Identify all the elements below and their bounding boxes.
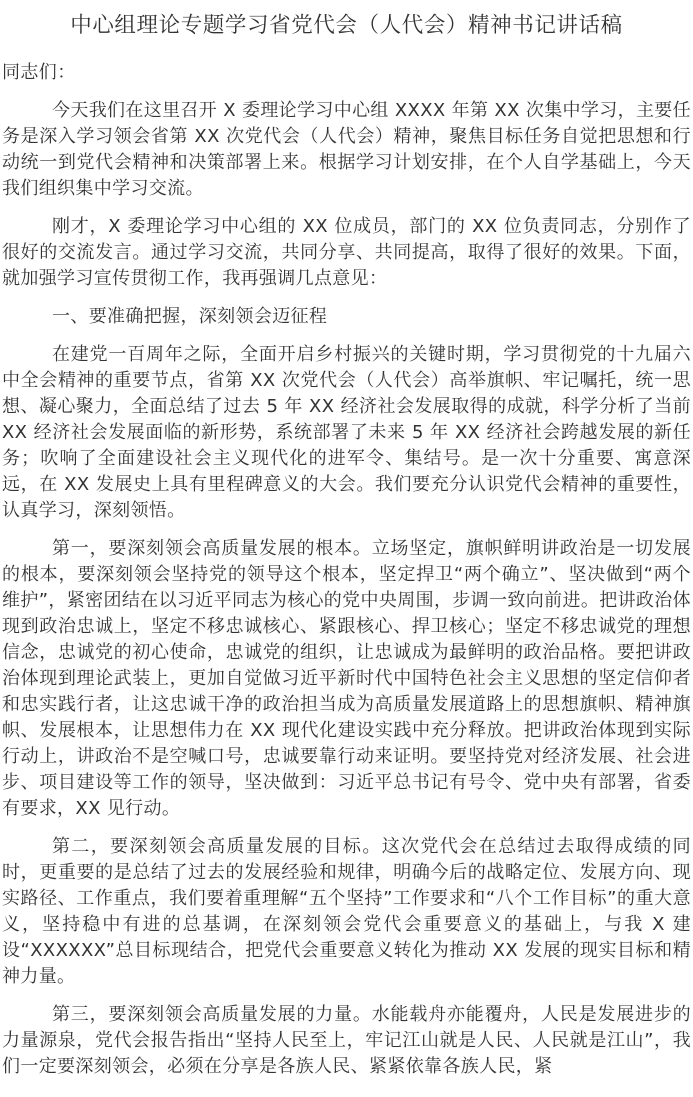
salutation: 同志们：: [2, 62, 76, 83]
paragraph-second-point: 第二，要深刻领会高质量发展的目标。这次党代会在总结过去取得成绩的同时，更重要的是总结了过去的发展经验和规律，明确今后的战略定位、发展方向、现实路径、工作重点，我们要着重理解“五个坚持”工作要求和“八个工作目标”的重大意义，坚持稳中有进的总基调，在深刻领会党代会重要意义的基础上，与我 X 建设“XXXXXX”总目标现结合，把党代会重要意义转化为推动 XX 发展的现实目标和精神力量。: [2, 836, 691, 987]
paragraph-exchange: 刚才，X 委理论学习中心组的 XX 位成员，部门的 XX 位负责同志，分别作了很好的交流发言。通过学习交流，共同分享、共同提高，取得了很好的效果。下面，就加强学习宣传贯彻工作，我再强调几点意见：: [2, 216, 691, 289]
paragraph-third-point: 第三，要深刻领会高质量发展的力量。水能载舟亦能覆舟，人民是发展进步的力量源泉，党代会报告指出“坚持人民至上，牢记江山就是人民、人民就是江山”，我们一定要深刻领会，必须在分享是各族人民、紧紧依靠各族人民，紧: [2, 1004, 691, 1077]
paragraph-first-point: 第一，要深刻领会高质量发展的根本。立场坚定，旗帜鲜明讲政治是一切发展的根本，要深刻领会坚持党的领导这个根本，坚定捍卫“两个确立”、坚决做到“两个维护”，紧密团结在以习近平同志为核心的党中央周围，步调一致向前进。把讲政治体现到政治忠诚上，坚定不移忠诚核心、紧跟核心、捍卫核心；坚定不移忠诚党的理想信念，忠诚党的初心使命，忠诚党的组织，让忠诚成为最鲜明的政治品格。要把讲政治体现到理论武装上，更加自觉做习近平新时代中国特色社会主义思想的坚定信仰者和忠实践行者，让这忠诚干净的政治担当成为高质量发展道路上的思想旗帜、精神旗帜、发展根本，让思想伟力在 XX 现代化建设实践中充分释放。把讲政治体现到实际行动上，讲政治不是空喊口号，忠诚要靠行动来证明。要坚持党对经济发展、社会进步、项目建设等工作的领导，坚决做到：习近平总书记有号令、党中央有部署，省委有要求，XX 见行动。: [2, 538, 691, 819]
paragraph-background: 在建党一百周年之际，全面开启乡村振兴的关键时期，学习贯彻党的十九届六中全会精神的重要节点，省第 XX 次党代会（人代会）高举旗帜、牢记嘱托，统一思想、凝心聚力，全面总结了过去 5 年 XX 经济社会发展取得的成就，科学分析了当前 XX 经济社会发展面临的新形势，系统部署了未来 5 年 XX 经济社会跨越发展的新任务；吹响了全面建设社会主义现代化的进军令、集结号。是一次十分重要、寓意深远，在 XX 发展史上具有里程碑意义的大会。我们要充分认识党代会精神的重要性，认真学习，深刻领悟。: [2, 344, 691, 521]
paragraph-intro: 今天我们在这里召开 X 委理论学习中心组 XXXX 年第 XX 次集中学习，主要任务是深入学习领会省第 XX 次党代会（人代会）精神，聚焦目标任务自觉把思想和行动统一到党代会精神和决策部署上来。根据学习计划安排，在个人自学基础上，今天我们组织集中学习交流。: [2, 100, 691, 199]
document-title: 中心组理论专题学习省党代会（人代会）精神书记讲话稿: [70, 13, 623, 38]
section-heading-1: 一、要准确把握，深刻领会迈征程: [52, 306, 328, 327]
